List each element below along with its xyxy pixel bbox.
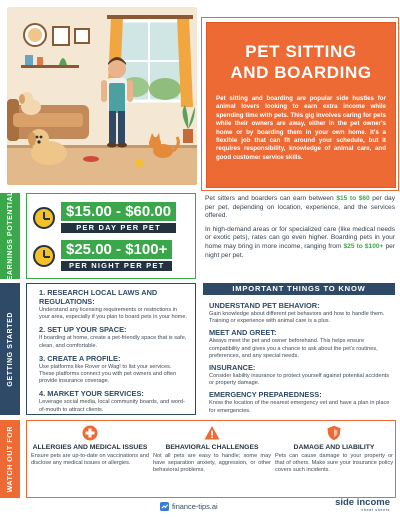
- watch-out-desc: Not all pets are easy to handle; some may have separation anxiety, aggression, or other behavioral problems.: [153, 453, 271, 474]
- watch-out-box: [26, 420, 396, 498]
- title-line-2: AND BOARDING: [230, 63, 372, 82]
- rates-box: [26, 193, 196, 279]
- hero-section: [0, 0, 400, 190]
- title-box: [206, 22, 396, 188]
- rate-night-label: PER NIGHT PER PET: [61, 261, 172, 271]
- watch-out-title: ALLERGIES AND MEDICAL ISSUES: [32, 444, 148, 451]
- watch-out-tab: [0, 420, 20, 498]
- highlight-night-range: $25 to $100+: [343, 242, 384, 250]
- watch-out-section: [0, 420, 400, 498]
- watch-out-title: DAMAGE AND LIABILITY: [293, 444, 375, 451]
- highlight-day-range: $15 to $60: [336, 195, 370, 202]
- earnings-text: [205, 195, 395, 260]
- step-title: 3. CREATE A PROFILE:: [39, 353, 121, 363]
- step-item: [39, 389, 187, 413]
- important-item-title: EMERGENCY PREPAREDNESS:: [209, 390, 322, 400]
- site-link[interactable]: [160, 502, 218, 511]
- finance-tips-logo-icon: [160, 502, 169, 511]
- getting-started-section: [0, 283, 400, 415]
- title-line-1: PET SITTING: [245, 42, 357, 61]
- medical-cross-icon: [82, 425, 98, 441]
- important-things-heading: IMPORTANT THINGS TO KNOW: [203, 283, 395, 295]
- earnings-tab: [0, 193, 20, 279]
- rate-row-day: [33, 202, 176, 233]
- page-title: [207, 41, 395, 83]
- rate-night-amount: $25.00 - $100+: [61, 240, 172, 259]
- brand-logo: [335, 498, 390, 513]
- important-item-title: MEET AND GREET:: [209, 328, 277, 338]
- earnings-paragraph-1: Pet sitters and boarders can earn between $15 to $60 per day per pet, depending on location, experience, and the services offered.: [205, 195, 396, 220]
- earnings-paragraph-2: In high-demand areas or for specialized care (like medical needs or exotic pets), rates can go even higher. Boarding pets in your home may bring in more income, ranging from $25 to $100+ per night per pet.: [205, 225, 395, 259]
- brand-sub: cheat sheets: [361, 508, 390, 512]
- watch-out-item: [31, 425, 149, 467]
- step-desc: Use platforms like Rover or Wag! to list your services. These platforms connect you with pet owners and often provide insurance coverage.: [39, 363, 177, 385]
- watch-out-item: [153, 425, 271, 474]
- important-item-desc: Know the location of the nearest emergency vet and have a plan in place for emergencies.: [209, 400, 390, 414]
- watch-out-tab-label: WATCH OUT FOR: [6, 425, 14, 493]
- watch-out-item: [275, 425, 393, 474]
- step-title: 4. MARKET YOUR SERVICES:: [39, 389, 144, 399]
- rate-day-amount: $15.00 - $60.00: [61, 202, 176, 221]
- important-things-panel: [203, 283, 395, 415]
- shield-icon: [326, 425, 342, 441]
- brand-main: side income: [335, 497, 390, 508]
- pet-sitter-illustration: [7, 7, 197, 185]
- step-title: 2. SET UP YOUR SPACE:: [39, 325, 127, 335]
- step-item: [39, 288, 187, 321]
- step-desc: If boarding at home, create a pet-friendly space that is safe, clean, and comfortable.: [39, 335, 187, 349]
- important-item-desc: Always meet the pet and owner beforehand. This helps ensure compatibility and gives you a chance to ask about the pet's routines, preferences, and any special needs.: [209, 338, 378, 359]
- step-item: [39, 325, 187, 349]
- step-desc: Understand any licensing requirements or restrictions in your area, especially if you plan to board pets in your home.: [39, 307, 188, 321]
- step-item: [39, 354, 187, 386]
- getting-started-tab: [0, 283, 20, 415]
- intro-description: Pet sitting and boarding are popular side hustles for animal lovers looking to earn extra income while spending time with pets. This gig involves caring for pets while their owners are away, either in the pet owner's home or by boarding them in your own home. It's a flexible job that can fit around your schedule, but it requires responsibility, knowledge of animal care, and good customer service skills.: [216, 95, 386, 161]
- important-item-title: UNDERSTAND PET BEHAVIOR:: [209, 301, 320, 310]
- step-desc: Leverage social media, local community boards, and word-of-mouth to attract clients.: [39, 399, 185, 413]
- site-name: finance-tips.ai: [172, 502, 218, 511]
- footer: [0, 497, 400, 517]
- earnings-section: [0, 193, 400, 279]
- rate-row-night: [33, 240, 172, 271]
- clock-icon: [33, 245, 55, 267]
- getting-started-tab-label: GETTING STARTED: [6, 311, 14, 387]
- watch-out-desc: Pets can cause damage to your property or that of others. Make sure your insurance policy covers such incidents.: [275, 453, 393, 474]
- warning-triangle-icon: [204, 425, 220, 441]
- rate-day-label: PER DAY PER PET: [61, 223, 176, 233]
- steps-box: [26, 283, 196, 415]
- step-title: 1. RESEARCH LOCAL LAWS AND REGULATIONS:: [39, 288, 158, 306]
- earnings-tab-label: EARNINGS POTENTIAL: [6, 191, 14, 281]
- watch-out-title: BEHAVIORAL CHALLENGES: [165, 444, 259, 451]
- watch-out-desc: Ensure pets are up-to-date on vaccinations and disclose any medical issues or allergies.: [31, 453, 149, 467]
- important-item-title: INSURANCE:: [209, 363, 256, 373]
- important-item-desc: Consider liability insurance to protect yourself against potential accidents or property damage.: [209, 373, 390, 387]
- important-item-desc: Gain knowledge about different pet behaviors and how to handle them. Training or experience with animal care is a plus.: [209, 311, 385, 325]
- clock-icon: [33, 207, 55, 229]
